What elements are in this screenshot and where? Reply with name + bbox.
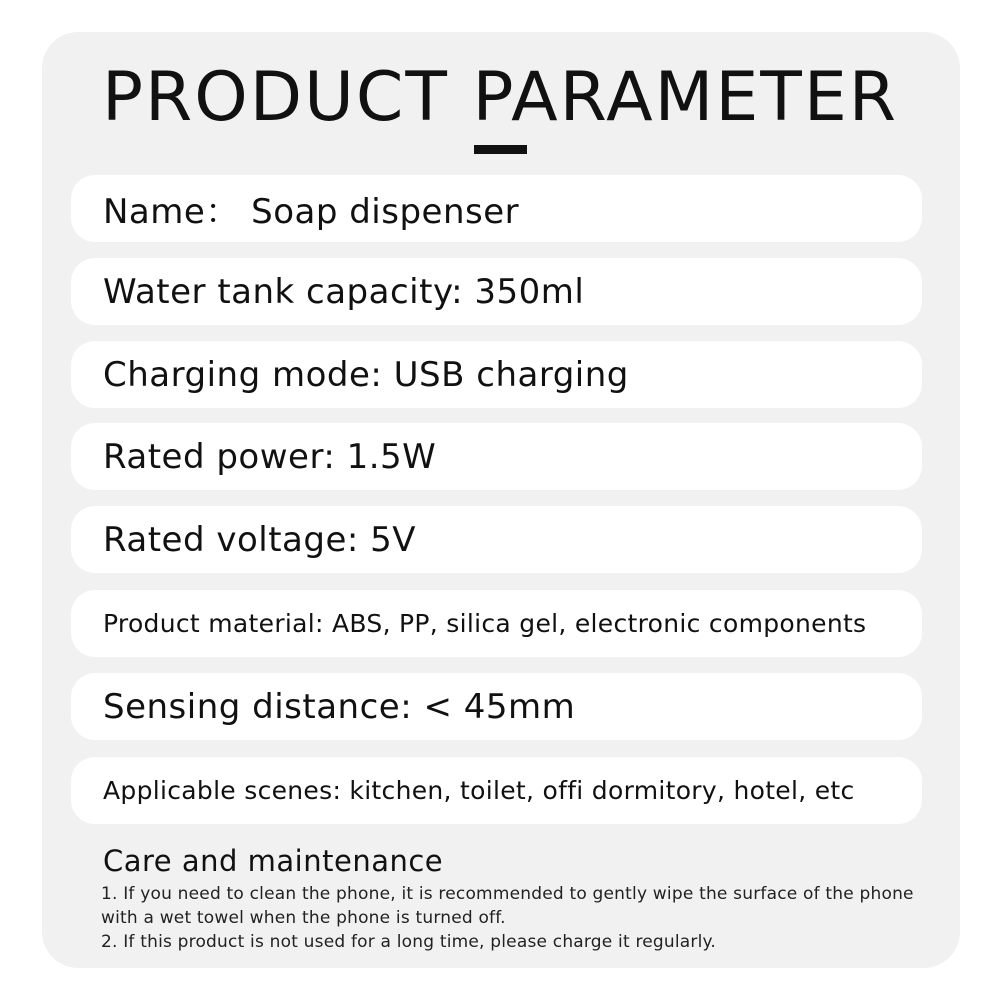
param-scenes-text: Applicable scenes: kitchen, toilet, offi dormitory, hotel, etc xyxy=(103,776,855,805)
param-capacity-text: Water tank capacity: 350ml xyxy=(103,271,585,312)
parameter-panel xyxy=(42,32,960,968)
param-name-text: Name： Soap dispenser xyxy=(103,192,520,232)
param-charging-text: Charging mode: USB charging xyxy=(103,354,629,395)
title-underline xyxy=(474,145,527,154)
param-row-scenes xyxy=(71,757,922,824)
param-sensing-text: Sensing distance: < 45mm xyxy=(103,686,576,727)
page-title: PRODUCT PARAMETER xyxy=(101,58,899,137)
param-row-capacity xyxy=(71,258,922,325)
care-line-3: 2. If this product is not used for a long time, please charge it regularly. xyxy=(101,932,716,952)
param-row-voltage xyxy=(71,506,922,573)
care-title: Care and maintenance xyxy=(103,844,444,878)
param-material-text: Product material: ABS, PP, silica gel, electronic components xyxy=(103,609,867,638)
care-line-2: with a wet towel when the phone is turned off. xyxy=(101,908,506,928)
param-power-text: Rated power: 1.5W xyxy=(103,436,437,477)
care-line-1: 1. If you need to clean the phone, it is recommended to gently wipe the surface of the phone xyxy=(101,884,914,904)
param-row-name xyxy=(71,175,922,242)
param-row-material xyxy=(71,590,922,657)
param-row-sensing xyxy=(71,673,922,740)
param-voltage-text: Rated voltage: 5V xyxy=(103,519,417,560)
param-row-power xyxy=(71,423,922,490)
param-row-charging xyxy=(71,341,922,408)
